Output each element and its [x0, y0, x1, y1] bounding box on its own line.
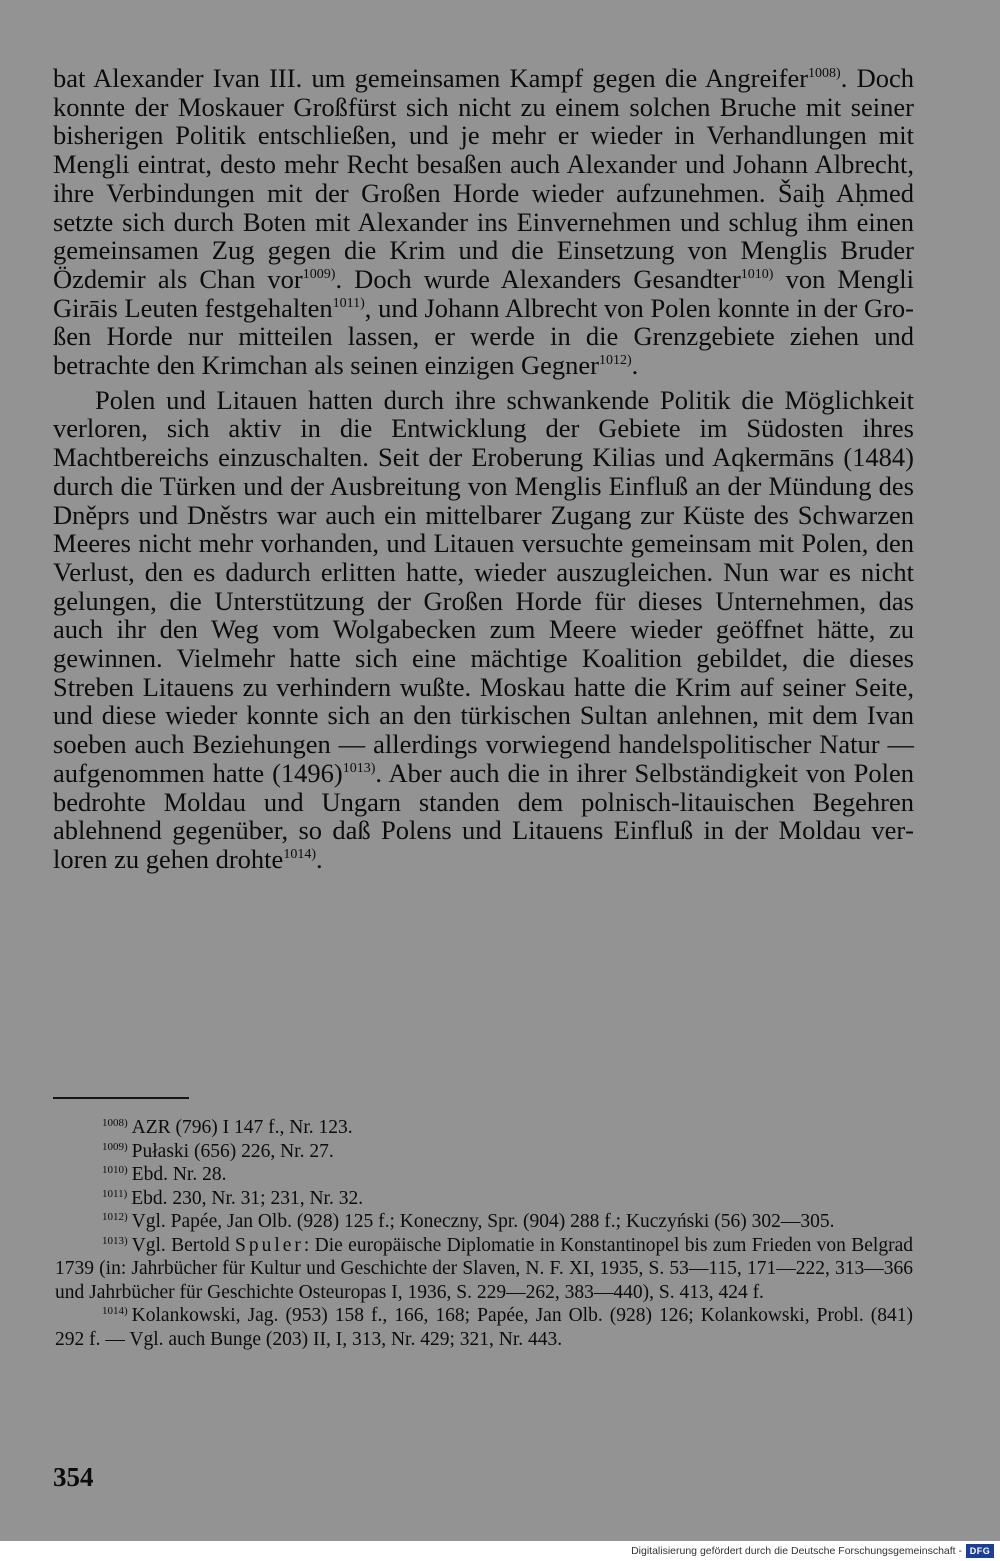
footnotes: [55, 1116, 913, 1351]
footnote-text: Vgl. Papée, Jan Olb. (928) 125 f.; Koneczny, Spr. (904) 288 f.; Kuczyński (56) 302—305.: [131, 1211, 835, 1232]
footnote-text: Ebd. 230, Nr. 31; 231, Nr. 32.: [131, 1187, 364, 1209]
text-run: , und Johann Albrecht von Polen konnte in der Großen Horde nur mitteilen lassen, er werde in die Grenzgebiete ziehen und betrachte den Krimchan als seinen einzigen Gegner: [53, 292, 914, 381]
footnote-ref-1010[interactable]: 1010): [740, 266, 774, 282]
footnote-number: 1012): [102, 1211, 128, 1223]
footnote-1009: [55, 1140, 913, 1164]
text-run: von Mengli Girāis Leuten festgehalten: [53, 263, 914, 323]
paragraph-1: [53, 64, 914, 380]
footnote-text: Vgl. Bertold: [131, 1234, 235, 1256]
footnote-text: Kolankowski, Jag. (953) 158 f., 166, 168; Papée, Jan Olb. (928) 126; Kolankowski, Probl. (841) 292 f. — Vgl. auch Bunge (203) II, I, 313, Nr. 429; 321, Nr. 443.: [55, 1305, 913, 1350]
footnote-1013: [55, 1234, 913, 1305]
text-run: .: [631, 350, 639, 381]
footnote-ref-1008[interactable]: 1008): [808, 66, 841, 81]
footnote-ref-1013[interactable]: 1013): [342, 760, 376, 776]
footnote-1011: [55, 1187, 913, 1211]
paragraph-2: [53, 386, 914, 874]
text-run: . Doch wurde Alexanders Gesandter: [335, 263, 741, 294]
text-run: .: [315, 843, 323, 874]
footnote-number: 1009): [102, 1140, 128, 1153]
footnote-number: 1011): [102, 1187, 128, 1200]
dfg-footer-bar: [0, 1541, 1000, 1561]
dfg-notice[interactable]: Digitalisierung gefördert durch die Deutsche Forschungsgemeinschaft -: [631, 1545, 962, 1557]
footnote-ref-1011[interactable]: 1011): [332, 295, 365, 311]
footnote-text: AZR (796) I 147 f., Nr. 123.: [131, 1117, 353, 1138]
footnote-1014: [55, 1304, 913, 1351]
footnote-1012: [55, 1210, 913, 1234]
text-run: bat Alexander Ivan III. um gemeinsamen Kampf gegen die Angreifer: [53, 63, 809, 93]
footnote-text: : Die europäische Diplomatie in Konstantinopel bis zum Frieden von Belgrad 1739 (in: Jahrbücher für Kultur und Geschichte der Slaven, N. F. XI, 1935, S. 53—115, 171—222, 313—366 und Jahrbücher für Geschichte Osteuropas I, 1936, S. 229—262, 383—440), S. 413, 424 f.: [55, 1234, 913, 1303]
text-run: . Aber auch die in ihrer Selbständigkeit von Polen bedrohte Moldau und Ungarn standen dem polnisch-litauischen Begehren ablehnend gegenüber, so daß Polens und Litauens Einfluß in der Moldau verloren zu gehen drohte: [53, 757, 914, 874]
footnote-1008: [55, 1116, 913, 1140]
footnote-divider: [53, 1097, 189, 1099]
footnote-number: 1013): [102, 1234, 128, 1247]
footnote-number: 1008): [102, 1117, 128, 1129]
footnote-number: 1014): [102, 1305, 128, 1317]
main-text: [53, 64, 914, 874]
text-run: Polen und Litauen hatten durch ihre schwankende Politik die Möglichkeit verloren, sich aktiv in die Entwicklung der Gebiete im Südosten ihres Machtbereichs einzuschalten. Seit der Eroberung Kilias und Aqkermāns (1484) durch die Türken und der Ausbreitung von Menglis Einfluß an der Mündung des Dněprs und Dněstrs war auch ein mittelbarer Zugang zur Küste des Schwarzen Meeres nicht mehr vorhanden, und Litauen versuchte gemeinsam mit Polen, den Verlust, den es dadurch erlitten hatte, wieder auszugleichen. Nun war es nicht gelungen, die Unterstützung der Großen Horde für dieses Unternehmen, das auch ihr den Weg vom Wolgabecken zum Meere wieder geöffnet hätte, zu gewinnen. Vielmehr hatte sich eine mächtige Koalition gebildet, die dieses Streben Litauens zu verhindern wußte. Moskau hatte die Krim auf seiner Seite, und diese wieder konnte sich an den türkischen Sultan anlehnen, mit dem Ivan soeben auch Beziehungen — allerdings vorwiegend handelspolitischer Natur — aufgenommen hatte (1496): [53, 384, 914, 788]
footnote-ref-1009[interactable]: 1009): [302, 266, 336, 282]
footnote-ref-1012[interactable]: 1012): [598, 353, 632, 369]
dfg-logo-icon[interactable]: DFG: [966, 1544, 994, 1558]
author-name-spaced: Spuler: [234, 1234, 304, 1256]
footnote-ref-1014[interactable]: 1014): [283, 846, 316, 862]
footnote-text: Pułaski (656) 226, Nr. 27.: [131, 1140, 334, 1162]
footnote-number: 1010): [102, 1164, 128, 1176]
page-number: 354: [53, 1462, 94, 1492]
footnote-1010: [55, 1163, 913, 1187]
text-run: . Doch konnte der Moskauer Großfürst sich nicht zu einem solchen Bruche mit seiner bisherigen Politik entschließen, und je mehr er wieder in Verhandlungen mit Mengli eintrat, desto mehr Recht besaßen auch Alexander und Johann Albrecht, ihre Verbindungen mit der Großen Horde wieder aufzunehmen. Šaiḫ Aḥmed setzte sich durch Boten mit Alexander ins Einvernehmen und schlug ihm einen gemeinsamen Zug gegen die Krim und die Einsetzung von Menglis Bruder Özdemir als Chan vor: [53, 63, 914, 294]
footnote-text: Ebd. Nr. 28.: [131, 1164, 227, 1185]
